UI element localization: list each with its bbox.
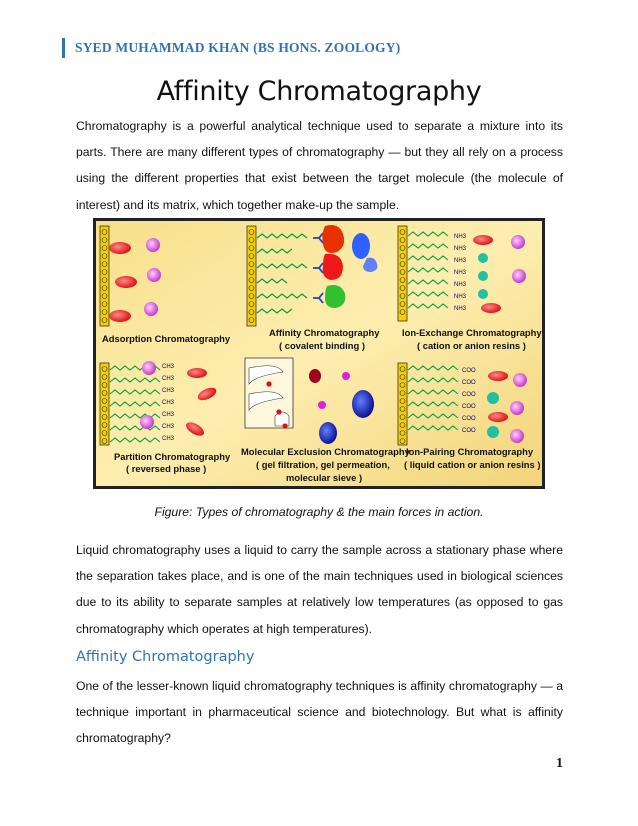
label-partition-sub: ( reversed phase )	[126, 463, 207, 474]
chromatography-diagram	[93, 218, 545, 489]
liquid-chromatography-paragraph: Liquid chromatography uses a liquid to carry the sample across a stationary phase where the separation takes place, and is one of the main techniques used in biological sciences due to its ability to separate samples at relatively low temperatures (as opposed to gas chromatography which operates at high temperatures).	[76, 543, 563, 636]
ch3-label: CH3	[162, 400, 175, 406]
coo-label: COO	[462, 428, 476, 434]
nh3-label: NH3	[454, 270, 467, 276]
author-name: SYED MUHAMMAD KHAN (BS HONS. ZOOLOGY)	[75, 40, 401, 55]
label-partition: Partition Chromatography	[114, 451, 231, 462]
ch3-label: CH3	[162, 412, 175, 418]
ch3-label: CH3	[162, 424, 175, 430]
coo-label: COO	[462, 404, 476, 410]
label-molecular-exclusion-sub2: molecular sieve )	[286, 472, 363, 483]
page-number: 1	[556, 756, 563, 771]
ch3-label: CH3	[162, 388, 175, 394]
label-ion-pairing: Ion-Pairing Chromatography	[406, 446, 534, 457]
label-ion-pairing-sub: ( liquid cation or anion resins )	[404, 459, 541, 470]
author-header	[62, 38, 400, 58]
ch3-label: CH3	[162, 364, 175, 370]
label-adsorption: Adsorption Chromatography	[102, 333, 231, 344]
coo-label: COO	[462, 368, 476, 374]
coo-label: COO	[462, 380, 476, 386]
nh3-label: NH3	[454, 282, 467, 288]
section-heading: Affinity Chromatography	[76, 649, 255, 665]
intro-paragraph: Chromatography is a powerful analytical technique used to separate a mixture into its parts. There are many different types of chromatography — but they all rely on a process using the different properties that exist between the target molecule (the molecule of interest) and its matrix, which together make-up the sample.	[76, 119, 563, 212]
ch3-label: CH3	[162, 436, 175, 442]
nh3-label: NH3	[454, 294, 467, 300]
ch3-label: CH3	[162, 376, 175, 382]
nh3-label: NH3	[454, 246, 467, 252]
label-ion-exchange: Ion-Exchange Chromatography	[402, 327, 542, 338]
chromatography-figure	[93, 218, 545, 489]
figure-caption: Figure: Types of chromatography & the main forces in action.	[154, 505, 484, 519]
page-title: Affinity Chromatography	[156, 76, 482, 107]
nh3-label: NH3	[454, 306, 467, 312]
coo-label: COO	[462, 416, 476, 422]
nh3-label: NH3	[454, 234, 467, 240]
label-affinity: Affinity Chromatography	[269, 327, 380, 338]
label-ion-exchange-sub: ( cation or anion resins )	[417, 340, 526, 351]
label-affinity-sub: ( covalent binding )	[279, 340, 365, 351]
coo-label: COO	[462, 392, 476, 398]
section-paragraph: One of the lesser-known liquid chromatography techniques is affinity chromatography — a technique important in pharmaceutical science and biotechnology. But what is affinity chromatography?	[76, 679, 563, 746]
nh3-label: NH3	[454, 258, 467, 264]
label-molecular-exclusion: Molecular Exclusion Chromatography	[241, 446, 410, 457]
label-molecular-exclusion-sub1: ( gel filtration, gel permeation,	[256, 459, 390, 470]
